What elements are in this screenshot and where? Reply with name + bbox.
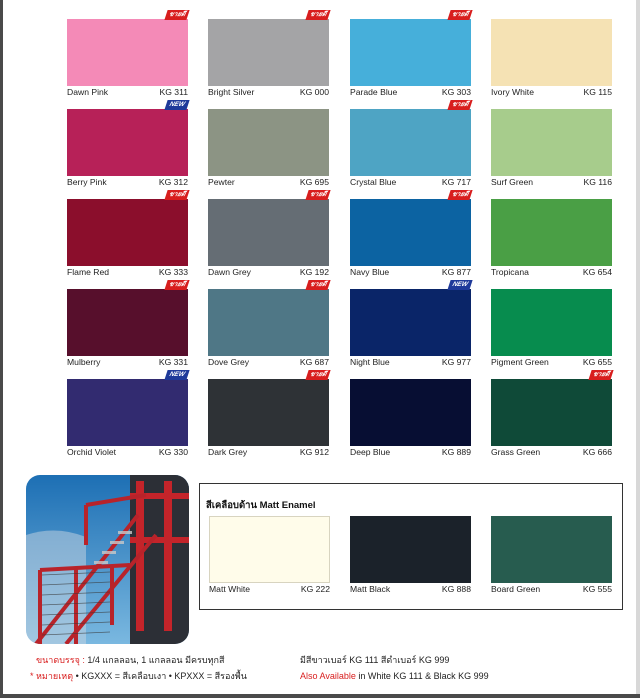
swatch-card bbox=[350, 281, 471, 379]
swatch-color-chip bbox=[350, 289, 471, 356]
swatch-card bbox=[208, 109, 329, 199]
swatch-color-chip bbox=[67, 19, 188, 86]
page-border-right bbox=[636, 0, 640, 698]
white-black-codes: มีสีขาวเบอร์ KG 111 สีดำเบอร์ KG 999 bbox=[300, 655, 450, 665]
color-name: Dark Grey bbox=[208, 447, 248, 457]
color-code: KG 115 bbox=[583, 87, 612, 97]
color-code: KG 717 bbox=[441, 177, 471, 187]
swatch-card bbox=[67, 11, 188, 109]
color-code: KG 666 bbox=[582, 447, 612, 457]
color-name: Flame Red bbox=[67, 267, 110, 277]
swatch-color-chip bbox=[350, 199, 471, 266]
swatch-card bbox=[350, 191, 471, 289]
also-available-line bbox=[300, 670, 489, 682]
color-name: Pewter bbox=[208, 177, 235, 187]
color-name: Dawn Grey bbox=[208, 267, 251, 277]
swatch-color-chip bbox=[491, 289, 612, 356]
color-name: Mulberry bbox=[67, 357, 101, 367]
color-code: KG 877 bbox=[441, 267, 471, 277]
swatch-color-chip bbox=[208, 379, 329, 446]
color-name: Pigment Green bbox=[491, 357, 549, 367]
also-available-text: in White KG 111 & Black KG 999 bbox=[355, 671, 489, 681]
color-name: Night Blue bbox=[350, 357, 390, 367]
new-badge: NEW bbox=[164, 100, 189, 110]
swatch-card bbox=[208, 371, 329, 469]
swatch-card bbox=[350, 11, 471, 109]
color-code: KG 116 bbox=[583, 177, 612, 187]
swatch-color-chip bbox=[491, 109, 612, 176]
new-badge: NEW bbox=[164, 370, 189, 380]
matt-swatch-color-chip bbox=[350, 516, 471, 583]
also-available-label: Also Available bbox=[300, 671, 356, 681]
swatch-color-chip bbox=[208, 199, 329, 266]
color-code: KG 331 bbox=[158, 357, 188, 367]
color-name: Grass Green bbox=[491, 447, 541, 457]
matt-swatch-color-chip bbox=[491, 516, 612, 583]
color-name: Matt White bbox=[209, 584, 251, 594]
staircase-photo bbox=[26, 475, 189, 644]
color-code: KG 687 bbox=[299, 357, 329, 367]
matt-swatch-card bbox=[209, 516, 330, 606]
color-code: KG 555 bbox=[582, 584, 612, 594]
matt-swatch-color-chip bbox=[209, 516, 330, 583]
swatch-card bbox=[350, 379, 471, 469]
package-size-text: 1/4 แกลลอน, 1 แกลลอน มีครบทุกสี bbox=[87, 655, 225, 665]
matt-swatch-card bbox=[491, 516, 612, 606]
swatch-color-chip bbox=[491, 19, 612, 86]
swatch-card bbox=[491, 371, 612, 469]
color-code: KG 333 bbox=[158, 267, 188, 277]
color-name: Orchid Violet bbox=[67, 447, 117, 457]
matt-swatch-card bbox=[350, 516, 471, 606]
color-name: Surf Green bbox=[491, 177, 534, 187]
swatch-card bbox=[67, 281, 188, 379]
swatch-card bbox=[491, 109, 612, 199]
swatch-card bbox=[491, 19, 612, 109]
swatch-card bbox=[208, 281, 329, 379]
package-size-label: ขนาดบรรจุ : bbox=[36, 655, 85, 665]
package-size-line bbox=[36, 654, 224, 666]
bestseller-badge: ขายดี bbox=[164, 190, 189, 200]
color-code: KG 192 bbox=[299, 267, 329, 277]
color-code: KG 655 bbox=[582, 357, 612, 367]
swatch-card bbox=[67, 101, 188, 199]
swatch-card bbox=[350, 101, 471, 199]
bestseller-badge: ขายดี bbox=[305, 10, 330, 20]
color-name: Deep Blue bbox=[350, 447, 391, 457]
swatch-card bbox=[208, 11, 329, 109]
color-name: Navy Blue bbox=[350, 267, 390, 277]
swatch-color-chip bbox=[67, 289, 188, 356]
swatch-card bbox=[491, 199, 612, 289]
page-border-bottom bbox=[0, 694, 640, 698]
swatch-color-chip bbox=[208, 109, 329, 176]
bestseller-badge: ขายดี bbox=[305, 280, 330, 290]
swatch-card bbox=[208, 191, 329, 289]
page-border-left bbox=[0, 0, 3, 698]
swatch-color-chip bbox=[67, 379, 188, 446]
swatch-color-chip bbox=[208, 289, 329, 356]
bestseller-badge: ขายดี bbox=[447, 190, 472, 200]
color-code: KG 303 bbox=[441, 87, 471, 97]
bestseller-badge: ขายดี bbox=[164, 10, 189, 20]
swatch-color-chip bbox=[350, 379, 471, 446]
matt-enamel-title: สีเคลือบด้าน Matt Enamel bbox=[206, 500, 316, 511]
color-name: Crystal Blue bbox=[350, 177, 397, 187]
color-name: Board Green bbox=[491, 584, 541, 594]
color-code: KG 330 bbox=[158, 447, 188, 457]
new-badge: NEW bbox=[447, 280, 472, 290]
color-name: Bright Silver bbox=[208, 87, 255, 97]
color-name: Tropicana bbox=[491, 267, 529, 277]
bestseller-badge: ขายดี bbox=[447, 10, 472, 20]
swatch-color-chip bbox=[350, 19, 471, 86]
color-name: Ivory White bbox=[491, 87, 534, 97]
swatch-color-chip bbox=[491, 199, 612, 266]
swatch-color-chip bbox=[67, 109, 188, 176]
swatch-color-chip bbox=[350, 109, 471, 176]
color-code: KG 000 bbox=[299, 87, 329, 97]
bestseller-badge: ขายดี bbox=[305, 370, 330, 380]
swatch-card bbox=[67, 191, 188, 289]
bestseller-badge: ขายดี bbox=[305, 190, 330, 200]
swatch-color-chip bbox=[67, 199, 188, 266]
note-text: • KGXXX = สีเคลือบเงา • KPXXX = สีรองพื้น bbox=[75, 671, 247, 681]
color-name: Parade Blue bbox=[350, 87, 398, 97]
bestseller-badge: ขายดี bbox=[588, 370, 613, 380]
red-staircase-illustration bbox=[26, 475, 189, 644]
color-code: KG 912 bbox=[299, 447, 329, 457]
note-line bbox=[30, 670, 247, 682]
swatch-card bbox=[491, 289, 612, 379]
bestseller-badge: ขายดี bbox=[447, 100, 472, 110]
color-code: KG 312 bbox=[158, 177, 188, 187]
swatch-color-chip bbox=[491, 379, 612, 446]
color-code: KG 888 bbox=[441, 584, 471, 594]
bestseller-badge: ขายดี bbox=[164, 280, 189, 290]
color-code: KG 977 bbox=[441, 357, 471, 367]
color-name: Dove Grey bbox=[208, 357, 250, 367]
swatch-card bbox=[67, 371, 188, 469]
color-name: Dawn Pink bbox=[67, 87, 109, 97]
color-name: Berry Pink bbox=[67, 177, 107, 187]
color-code: KG 889 bbox=[441, 447, 471, 457]
swatch-color-chip bbox=[208, 19, 329, 86]
note-label: * หมายเหตุ bbox=[30, 671, 74, 681]
color-code: KG 695 bbox=[299, 177, 329, 187]
color-name: Matt Black bbox=[350, 584, 391, 594]
color-code: KG 222 bbox=[300, 584, 330, 594]
color-code: KG 654 bbox=[582, 267, 612, 277]
color-code: KG 311 bbox=[159, 87, 188, 97]
